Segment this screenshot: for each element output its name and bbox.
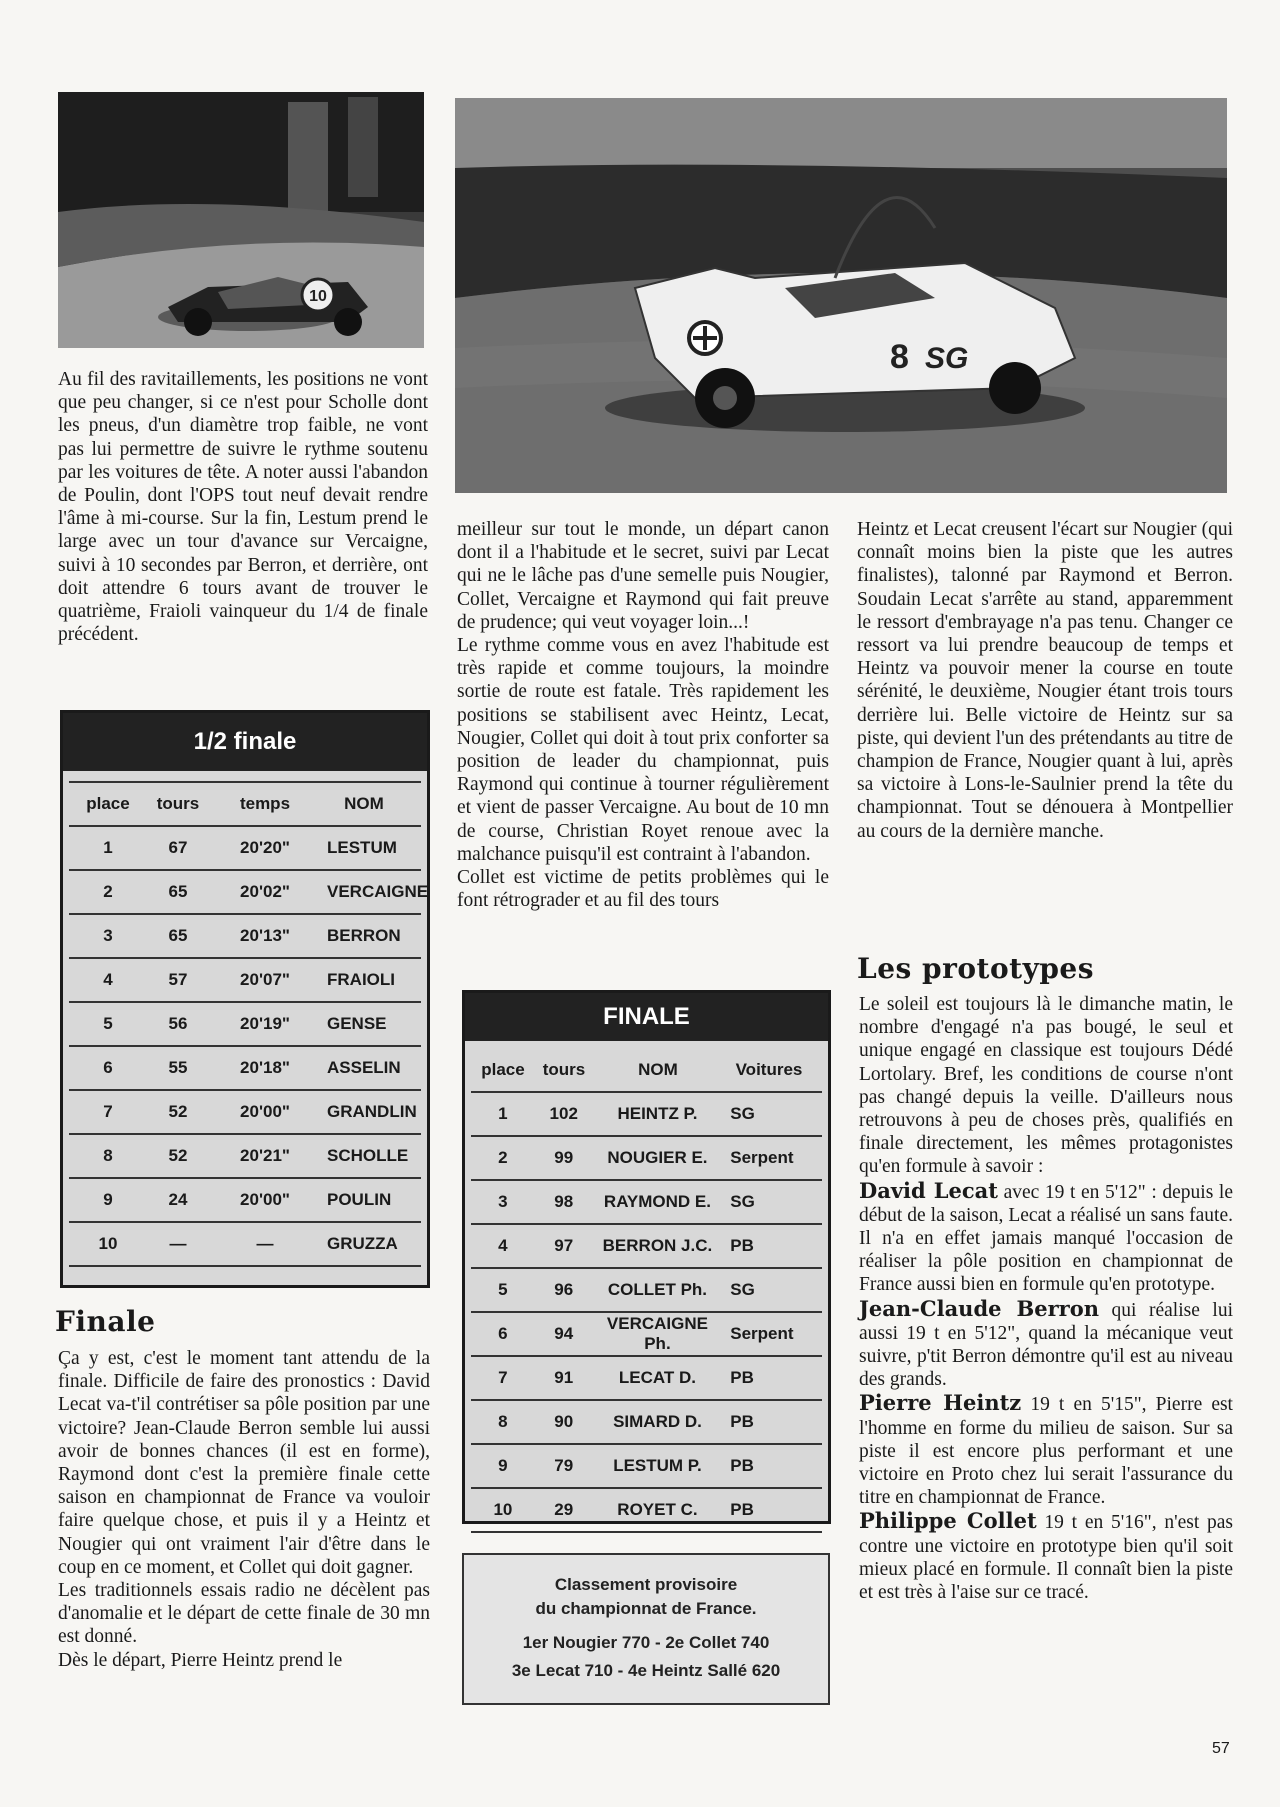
temps-cell: — xyxy=(256,1234,274,1253)
tours-cell: 65 xyxy=(168,926,188,945)
temps-cell: 20'02" xyxy=(240,882,290,901)
table-body xyxy=(465,1041,828,1533)
nom-cell: ASSELIN xyxy=(327,1058,401,1077)
tours-cell: 57 xyxy=(168,970,188,989)
nom-cell: HEINTZ P. xyxy=(617,1104,698,1123)
drivers-list xyxy=(859,1179,1233,1605)
table-row xyxy=(69,1135,421,1179)
nom-cell: GENSE xyxy=(327,1014,387,1033)
table-row xyxy=(69,827,421,871)
nom-cell: VERCAIGNE xyxy=(327,882,429,901)
voiture-cell: PB xyxy=(730,1500,754,1519)
nom-cell: GRANDLIN xyxy=(327,1102,417,1121)
tours-cell: 67 xyxy=(168,838,188,857)
column-header: Voitures xyxy=(735,1060,803,1079)
nom-cell: LESTUM xyxy=(327,838,397,857)
driver-name: David Lecat xyxy=(859,1177,998,1203)
table-header-row xyxy=(69,781,421,827)
driver-paragraph xyxy=(859,1509,1233,1604)
table-row xyxy=(471,1269,822,1313)
table-row xyxy=(471,1401,822,1445)
temps-cell: 20'07" xyxy=(240,970,290,989)
car-number-8: 8 xyxy=(890,338,909,376)
column-header: tours xyxy=(542,1060,586,1079)
place-cell: 8 xyxy=(103,1146,113,1165)
temps-cell: 20'00" xyxy=(240,1102,290,1121)
prototypes-heading: Les prototypes xyxy=(857,952,1094,985)
place-cell: 3 xyxy=(498,1192,508,1211)
column2-text xyxy=(457,518,829,912)
paragraph: Collet est victime de petits problèmes qui le font rétrograder et au fil des tours xyxy=(457,867,829,912)
table-row xyxy=(471,1357,822,1401)
column-header: NOM xyxy=(344,794,384,813)
column-header: place xyxy=(481,1060,525,1079)
tours-cell: 91 xyxy=(554,1368,574,1387)
place-cell: 7 xyxy=(103,1102,113,1121)
table-row xyxy=(69,1223,421,1267)
column-header: place xyxy=(86,794,130,813)
temps-cell: 20'19" xyxy=(240,1014,290,1033)
driver-paragraph xyxy=(859,1179,1233,1297)
nom-cell: VERCAIGNE Ph. xyxy=(606,1314,708,1353)
table-row xyxy=(69,915,421,959)
place-cell: 4 xyxy=(103,970,113,989)
table-row xyxy=(69,871,429,915)
demi-finale-table xyxy=(60,710,430,1288)
standings-line: 3e Lecat 710 - 4e Heintz Sallé 620 xyxy=(511,1661,781,1680)
tours-cell: 56 xyxy=(168,1014,188,1033)
table-row xyxy=(69,959,421,1003)
race-photo-car-10 xyxy=(58,92,424,348)
temps-cell: 20'20" xyxy=(240,838,290,857)
table-row xyxy=(471,1093,822,1137)
nom-cell: COLLET Ph. xyxy=(607,1280,708,1299)
voiture-cell: SG xyxy=(730,1104,755,1123)
standings-subtitle: du championnat de France. xyxy=(535,1599,757,1618)
temps-cell: 20'18" xyxy=(240,1058,290,1077)
place-cell: 2 xyxy=(103,882,113,901)
tours-cell: — xyxy=(169,1234,187,1253)
tours-cell: 102 xyxy=(549,1104,578,1123)
paragraph: Le rythme comme vous en avez l'habitude est très rapide et comme toujours, la moindre sortie de route est fatale. Très rapidement les positions se stabilisent avec Heintz, Lecat, Nougier, Collet qui doit à tout prix conforter sa position de leader du championnat, puis Raymond qui continue à tourner régulièrement et vient de passer Vercaigne. Au bout de 10 mn de course, Christian Royet renoue avec la malchance puisqu'il est contraint à l'abandon. xyxy=(457,635,829,865)
nom-cell: GRUZZA xyxy=(327,1234,398,1253)
table-row xyxy=(471,1445,822,1489)
finale-results-table xyxy=(462,990,831,1524)
voiture-cell: SG xyxy=(730,1192,755,1211)
voiture-cell: Serpent xyxy=(730,1148,794,1167)
place-cell: 6 xyxy=(103,1058,113,1077)
table-row xyxy=(69,1047,421,1091)
temps-cell: 20'00" xyxy=(240,1190,290,1209)
paragraph: Dès le départ, Pierre Heintz prend le xyxy=(58,1649,343,1671)
nom-cell: ROYET C. xyxy=(617,1500,698,1519)
car-logo-sg: SG xyxy=(925,342,969,375)
nom-cell: NOUGIER E. xyxy=(607,1148,708,1167)
page-number: 57 xyxy=(1212,1740,1230,1757)
voiture-cell: SG xyxy=(730,1280,755,1299)
finale-text xyxy=(58,1347,430,1672)
nom-cell: BERRON J.C. xyxy=(602,1236,713,1255)
place-cell: 9 xyxy=(103,1190,113,1209)
column-header: temps xyxy=(239,794,291,813)
table-row xyxy=(471,1225,822,1269)
paragraph: Le soleil est toujours là le dimanche matin, le nombre d'engagé n'a pas bougé, le seul et unique engagé en classique est toujours Dédé Lortolary. Bref, les conditions de course n'ont pas changé depuis la veille. D'ailleurs nous retrouvons à peu de choses près, qualifiés en finale directement, les mêmes protagonistes qu'en formule à savoir : xyxy=(859,994,1233,1178)
championship-standings-box xyxy=(462,1553,830,1705)
tours-cell: 94 xyxy=(554,1324,574,1343)
nom-cell: LECAT D. xyxy=(618,1368,697,1387)
driver-description: qui réalise lui aussi 19 t en 5'12", quand la mécanique veut suivre, p'tit Berron démontre qu'il est au niveau des grands. xyxy=(859,1299,1234,1391)
car-number-label: 10 xyxy=(309,288,327,305)
table-row xyxy=(471,1313,822,1357)
tours-cell: 90 xyxy=(554,1412,574,1431)
voiture-cell: PB xyxy=(730,1236,754,1255)
table-row xyxy=(69,1003,421,1047)
driver-description: 19 t en 5'16", n'est pas contre une victoire en prototype bien qu'il soit mieux placé en formule. Il connaît bien la piste et est très à l'aise sur ce tracé. xyxy=(859,1512,1233,1604)
place-cell: 8 xyxy=(498,1412,508,1431)
nom-cell: FRAIOLI xyxy=(327,970,395,989)
table-row xyxy=(69,1091,421,1135)
tours-cell: 79 xyxy=(554,1456,574,1475)
driver-name: Jean-Claude Berron xyxy=(859,1295,1099,1321)
nom-cell: BERRON xyxy=(327,926,401,945)
tours-cell: 55 xyxy=(168,1058,188,1077)
standings-line: 1er Nougier 770 - 2e Collet 740 xyxy=(522,1633,770,1652)
table-body xyxy=(63,771,427,1267)
place-cell: 10 xyxy=(98,1234,118,1253)
tours-cell: 97 xyxy=(554,1236,574,1255)
nom-cell: SIMARD D. xyxy=(613,1412,702,1431)
nom-cell: RAYMOND E. xyxy=(603,1192,711,1211)
column3-text xyxy=(857,518,1233,843)
column-header: NOM xyxy=(638,1060,678,1079)
tours-cell: 99 xyxy=(554,1148,574,1167)
race-photo-car-8 xyxy=(455,98,1227,493)
paragraph: meilleur sur tout le monde, un départ canon dont il a l'habitude et le secret, suivi par Lecat qui ne le lâche pas d'une semelle puis Nougier, Collet, Vercaigne et Raymond qui fait preuve de prudence; qui veut voyager loin...! xyxy=(457,519,829,633)
nom-cell: LESTUM P. xyxy=(613,1456,702,1475)
voiture-cell: PB xyxy=(730,1412,754,1431)
tours-cell: 65 xyxy=(168,882,188,901)
place-cell: 1 xyxy=(498,1104,508,1123)
column1-top-text xyxy=(58,368,428,646)
driver-description: 19 t en 5'15", Pierre est l'homme en forme du milieu de saison. Sur sa piste il est encore plus performant et une victoire en Proto chez lui serait l'assurance du titre en championnat de France. xyxy=(859,1394,1233,1509)
place-cell: 1 xyxy=(103,838,113,857)
table-row xyxy=(471,1137,822,1181)
place-cell: 5 xyxy=(103,1014,113,1033)
table-title: 1/2 finale xyxy=(63,713,427,771)
finale-heading: Finale xyxy=(55,1305,156,1338)
tours-cell: 96 xyxy=(554,1280,574,1299)
tours-cell: 52 xyxy=(168,1146,188,1165)
prototypes-text xyxy=(859,993,1233,1604)
table-title: FINALE xyxy=(465,993,828,1041)
temps-cell: 20'13" xyxy=(240,926,290,945)
place-cell: 2 xyxy=(498,1148,508,1167)
voiture-cell: PB xyxy=(730,1368,754,1387)
place-cell: 6 xyxy=(498,1324,508,1343)
standings-title: Classement provisoire xyxy=(554,1575,738,1594)
tours-cell: 24 xyxy=(168,1190,188,1209)
place-cell: 10 xyxy=(493,1500,513,1519)
paragraph: Les traditionnels essais radio ne décèlent pas d'anomalie et le départ de cette finale de 30 mn est donné. xyxy=(58,1580,430,1648)
voiture-cell: Serpent xyxy=(730,1324,794,1343)
voiture-cell: PB xyxy=(730,1456,754,1475)
place-cell: 5 xyxy=(498,1280,508,1299)
paragraph: Au fil des ravitaillements, les positions ne vont que peu changer, si ce n'est pour Scholle dont les pneus, d'un diamètre trop faible, ne vont pas lui permettre de suivre le rythme soutenu par les voitures de tête. A noter aussi l'abandon de Poulin, dont l'OPS tout neuf devait rendre l'âme à mi-course. Sur la fin, Lestum prend le large avec un tour d'avance sur Vercaigne, suivi à 10 secondes par Berron, et derrière, ont doit attendre 6 tours avant de trouver le quatrième, Fraioli vainqueur du 1/4 de finale précédent. xyxy=(58,369,428,646)
place-cell: 4 xyxy=(498,1236,508,1255)
tours-cell: 52 xyxy=(168,1102,188,1121)
place-cell: 9 xyxy=(498,1456,508,1475)
nom-cell: SCHOLLE xyxy=(327,1146,409,1165)
temps-cell: 20'21" xyxy=(240,1146,290,1165)
table-header-row xyxy=(471,1049,822,1093)
table-row xyxy=(471,1181,822,1225)
paragraph: Heintz et Lecat creusent l'écart sur Nougier (qui connaît moins bien la piste que les autres finalistes), talonné par Raymond et Berron. Soudain Lecat s'arrête au stand, apparemment le ressort d'embrayage n'a pas tenu. Changer ce ressort va lui prendre beaucoup de temps et Heintz va pouvoir mener la course en toute sérénité, le deuxième, Nougier étant trois tours derrière lui. Belle victoire de Heintz sur sa piste, qui devient l'un des prétendants au titre de champion de France, Nougier quant à lui, après sa victoire à Lons-le-Saulnier prend la tête du championnat. Tout se dénouera à Montpellier au cours de la dernière manche. xyxy=(857,519,1233,842)
nom-cell: POULIN xyxy=(327,1190,392,1209)
driver-paragraph xyxy=(859,1297,1233,1392)
driver-paragraph xyxy=(859,1391,1233,1509)
table-row xyxy=(69,1179,421,1223)
column-header: tours xyxy=(156,794,200,813)
tours-cell: 29 xyxy=(554,1500,574,1519)
tours-cell: 98 xyxy=(554,1192,574,1211)
paragraph: Ça y est, c'est le moment tant attendu de la finale. Difficile de faire des pronostics : David Lecat va-t'il contrétiser sa pôle position par une victoire? Jean-Claude Berron semble lui aussi avoir de bonnes chances (il est en forme), Raymond dont c'est la première finale cette saison en championnat de France va vouloir faire quelque chose, et puis il y a Heintz et Nougier qui ont vraiment l'air d'être dans le coup en ce moment, et Collet qui doit gagner. xyxy=(58,1348,430,1578)
driver-description: avec 19 t en 5'12" : depuis le début de la saison, Lecat a réalisé un sans faute. Il n'a en effet jamais manqué l'occasion de réaliser la pôle position en championnat de France aussi bien en formule qu'en prototype. xyxy=(859,1181,1233,1296)
table-row xyxy=(471,1489,822,1533)
place-cell: 3 xyxy=(103,926,113,945)
place-cell: 7 xyxy=(498,1368,508,1387)
driver-name: Philippe Collet xyxy=(859,1508,1037,1534)
driver-name: Pierre Heintz xyxy=(859,1390,1022,1416)
